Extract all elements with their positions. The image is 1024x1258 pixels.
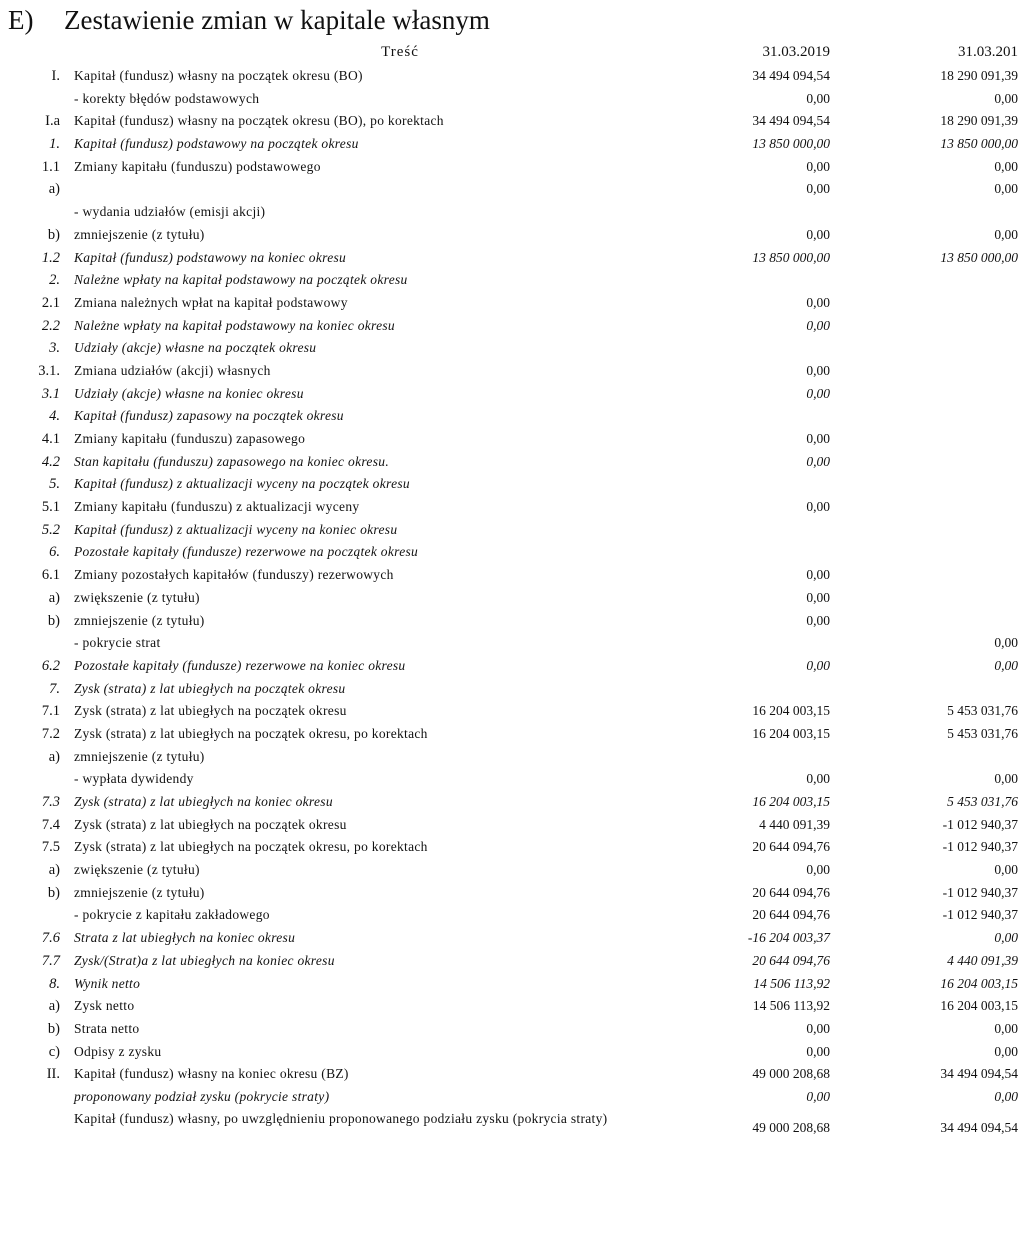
row-number: 7. [49, 680, 60, 697]
row-number: a) [48, 181, 60, 198]
row-label: Zmiana udziałów (akcji) własnych [74, 362, 271, 378]
row-label: Zysk/(Strat)a z lat ubiegłych na koniec okresu [74, 952, 335, 968]
table-row [0, 202, 1024, 225]
row-label: Zmiana należnych wpłat na kapitał podstawowy [74, 294, 348, 310]
row-number: 7.1 [41, 703, 60, 720]
row-label: Udziały (akcje) własne na koniec okresu [74, 385, 304, 401]
row-value-2018: 34 494 094,54 [940, 1119, 1018, 1135]
row-number: 5.1 [41, 499, 60, 516]
row-label: zmniejszenie (z tytułu) [74, 612, 205, 628]
row-value-2018: -1 012 940,37 [942, 816, 1018, 832]
row-value-2019: 0,00 [806, 181, 830, 197]
row-value-2018: 0,00 [994, 181, 1018, 197]
row-label: zwiększenie (z tytułu) [74, 862, 200, 878]
table-row [0, 497, 1024, 520]
table-row [0, 429, 1024, 452]
row-number: 7.5 [41, 839, 60, 856]
row-number: I.a [45, 113, 60, 130]
row-value-2018: -1 012 940,37 [942, 884, 1018, 900]
row-number: 8. [49, 975, 60, 992]
row-label: - pokrycie z kapitału zakładowego [74, 907, 270, 923]
table-header [0, 42, 1024, 66]
row-label: Kapitał (fundusz) podstawowy na początek okresu [74, 136, 359, 152]
row-label: Kapitał (fundusz) własny na początek okresu (BO), po korektach [74, 113, 444, 129]
row-label: Kapitał (fundusz) podstawowy na koniec okresu [74, 249, 347, 265]
row-label: - pokrycie strat [74, 635, 161, 651]
table-row [0, 542, 1024, 565]
row-label: Kapitał (fundusz) własny na koniec okresu (BZ) [74, 1066, 349, 1082]
row-number: 5.2 [41, 521, 60, 538]
row-label: Zmiany kapitału (funduszu) z aktualizacji wyceny [74, 499, 360, 515]
row-value-2019: 14 506 113,92 [753, 975, 830, 991]
row-value-2018: 0,00 [994, 771, 1018, 787]
table-row [0, 474, 1024, 497]
row-label: Zmiany kapitału (funduszu) zapasowego [74, 431, 306, 446]
row-value-2018: -1 012 940,37 [942, 839, 1018, 855]
table-row [0, 565, 1024, 588]
row-value-2019: 0,00 [806, 862, 830, 878]
table-row [0, 905, 1024, 928]
table-row [0, 974, 1024, 997]
row-label: Należne wpłaty na kapitał podstawowy na koniec okresu [74, 317, 395, 333]
row-value-2018: 13 850 000,00 [940, 249, 1018, 265]
row-number: b) [47, 226, 60, 243]
row-number: 6.2 [41, 657, 60, 674]
row-label: - korekty błędów podstawowych [74, 90, 260, 106]
row-number: 1. [49, 136, 60, 153]
row-label: zmniejszenie (z tytułu) [74, 226, 205, 242]
row-number: a) [48, 589, 60, 606]
row-number: 1.2 [41, 249, 60, 266]
row-label: - wydania udziałów (emisji akcji) [74, 204, 266, 220]
row-value-2019: 16 204 003,15 [752, 794, 830, 809]
table-row [0, 1019, 1024, 1042]
table-row [0, 66, 1024, 89]
row-value-2018: 5 453 031,76 [947, 703, 1018, 719]
row-value-2019: 0,00 [806, 90, 830, 106]
row-value-2019: 34 494 094,54 [752, 68, 830, 83]
row-value-2019: 0,00 [806, 612, 830, 628]
table-row [0, 157, 1024, 180]
row-value-2019: 0,00 [806, 657, 830, 673]
table-row [0, 837, 1024, 860]
table-row [0, 406, 1024, 429]
row-value-2018: 0,00 [994, 1043, 1018, 1059]
table-row [0, 588, 1024, 611]
row-value-2018: 5 453 031,76 [947, 725, 1018, 741]
row-value-2018: 0,00 [994, 930, 1018, 946]
row-number: 2.2 [41, 317, 60, 334]
row-number: 4.2 [41, 453, 60, 470]
row-value-2018: 16 204 003,15 [940, 998, 1018, 1014]
row-number: a) [48, 862, 60, 879]
row-label: Strata z lat ubiegłych na koniec okresu [74, 930, 296, 946]
row-value-2019: 49 000 208,68 [752, 1119, 830, 1135]
row-value-2019: 13 850 000,00 [752, 249, 830, 265]
row-value-2019: 0,00 [806, 1088, 830, 1104]
row-number: a) [48, 998, 60, 1015]
row-number: c) [48, 1043, 60, 1060]
row-label: Zysk netto [74, 998, 135, 1014]
row-label: Zmiany kapitału (funduszu) podstawowego [74, 158, 321, 174]
row-number: II. [46, 1066, 60, 1083]
row-number: 3.1. [38, 362, 60, 379]
table-row [0, 1087, 1024, 1110]
row-number: 6. [49, 544, 60, 561]
row-label: Zysk (strata) z lat ubiegłych na początek okresu, po korektach [74, 725, 428, 741]
row-number: 5. [49, 476, 60, 493]
row-value-2018: 0,00 [994, 1020, 1018, 1036]
table-row [0, 951, 1024, 974]
row-value-2019: 0,00 [806, 453, 830, 469]
row-value-2019: 0,00 [806, 567, 830, 583]
table-row [0, 361, 1024, 384]
row-value-2019: -16 204 003,37 [747, 930, 830, 946]
row-label: Kapitał (fundusz) własny, po uwzględnieniu proponowanego podziału zysku (pokrycia straty) [74, 1110, 608, 1126]
table-row [0, 293, 1024, 316]
row-number: 2. [49, 272, 60, 289]
row-value-2018: 0,00 [994, 226, 1018, 242]
section-title [8, 0, 490, 40]
row-value-2019: 0,00 [806, 385, 830, 401]
table-row [0, 656, 1024, 679]
row-value-2018: 18 290 091,39 [940, 113, 1018, 129]
row-value-2019: 0,00 [806, 589, 830, 605]
table-row [0, 270, 1024, 293]
row-label: Zmiany pozostałych kapitałów (funduszy) rezerwowych [74, 567, 394, 583]
row-value-2019: 13 850 000,00 [752, 136, 830, 152]
table-row [0, 520, 1024, 543]
row-label: zmniejszenie (z tytułu) [74, 884, 205, 900]
row-value-2018: 0,00 [994, 1088, 1018, 1104]
table-row [0, 225, 1024, 248]
row-value-2018: 18 290 091,39 [940, 68, 1018, 83]
row-number: I. [51, 68, 60, 84]
row-label: Należne wpłaty na kapitał podstawowy na początek okresu [74, 272, 408, 288]
row-value-2018: 0,00 [994, 90, 1018, 106]
row-value-2019: 0,00 [806, 431, 830, 446]
row-value-2019: 34 494 094,54 [752, 113, 830, 129]
row-number: 7.4 [41, 816, 60, 833]
table-row [0, 111, 1024, 134]
row-value-2019: 0,00 [806, 317, 830, 333]
table-row [0, 89, 1024, 112]
row-value-2018: 13 850 000,00 [940, 136, 1018, 152]
row-value-2019: 0,00 [806, 499, 830, 515]
row-number: 7.2 [41, 725, 60, 742]
row-label: Udziały (akcje) własne na początek okresu [74, 340, 317, 356]
table-row [0, 1042, 1024, 1065]
row-number: 2.1 [41, 294, 60, 311]
row-value-2018: 34 494 094,54 [940, 1066, 1018, 1082]
table-row [0, 611, 1024, 634]
statement-table [0, 66, 1024, 1152]
table-row [0, 384, 1024, 407]
table-row [0, 134, 1024, 157]
table-row [0, 179, 1024, 202]
row-value-2018: -1 012 940,37 [942, 907, 1018, 923]
section-heading: Zestawienie zmian w kapitale własnym [64, 5, 490, 35]
row-label: Zysk (strata) z lat ubiegłych na początek okresu [74, 816, 347, 832]
table-row [0, 1110, 1024, 1152]
row-label: Stan kapitału (funduszu) zapasowego na koniec okresu. [74, 453, 389, 469]
section-letter: E) [8, 5, 34, 35]
row-number: 3.1 [41, 385, 60, 402]
row-value-2019: 0,00 [806, 771, 830, 787]
row-number: 7.3 [41, 794, 60, 810]
row-number: b) [47, 884, 60, 901]
row-label: zmniejszenie (z tytułu) [74, 748, 205, 764]
row-number: 1.1 [41, 158, 60, 175]
table-row [0, 769, 1024, 792]
row-label: Zysk (strata) z lat ubiegłych na początek okresu [74, 680, 346, 696]
table-row [0, 679, 1024, 702]
table-row [0, 701, 1024, 724]
row-label: Wynik netto [74, 975, 141, 991]
row-value-2019: 16 204 003,15 [752, 703, 830, 719]
row-value-2019: 0,00 [806, 294, 830, 310]
row-value-2019: 0,00 [806, 1043, 830, 1059]
row-number: 3. [49, 340, 60, 357]
table-row [0, 633, 1024, 656]
row-value-2019: 20 644 094,76 [752, 952, 830, 968]
row-label: Kapitał (fundusz) z aktualizacji wyceny na koniec okresu [74, 521, 398, 537]
table-row [0, 724, 1024, 747]
row-number: 7.7 [41, 952, 60, 969]
row-value-2019: 0,00 [806, 362, 830, 378]
table-row [0, 792, 1024, 815]
header-col-2018: 31.03.201 [958, 44, 1018, 60]
row-label: Pozostałe kapitały (fundusze) rezerwowe na koniec okresu [74, 657, 406, 673]
row-value-2019: 20 644 094,76 [752, 884, 830, 900]
row-label: Pozostałe kapitały (fundusze) rezerwowe na początek okresu [74, 544, 419, 560]
row-value-2019: 20 644 094,76 [752, 839, 830, 855]
row-label: - wypłata dywidendy [74, 771, 194, 787]
row-value-2018: 16 204 003,15 [940, 975, 1018, 991]
row-number: 7.6 [41, 930, 60, 947]
table-row [0, 747, 1024, 770]
row-label: zwiększenie (z tytułu) [74, 589, 200, 605]
row-value-2019: 0,00 [806, 1020, 830, 1036]
row-number: b) [47, 1020, 60, 1037]
table-row [0, 860, 1024, 883]
row-value-2018: 4 440 091,39 [947, 952, 1018, 968]
table-row [0, 815, 1024, 838]
header-label: Treść [381, 44, 419, 60]
row-label: Zysk (strata) z lat ubiegłych na koniec okresu [74, 794, 333, 809]
row-label: Zysk (strata) z lat ubiegłych na początek okresu, po korektach [74, 839, 428, 855]
table-row [0, 338, 1024, 361]
row-label: Strata netto [74, 1020, 140, 1036]
row-number: 4.1 [41, 431, 60, 447]
row-label: proponowany podział zysku (pokrycie straty) [74, 1088, 330, 1104]
table-row [0, 316, 1024, 339]
row-number: 6.1 [41, 567, 60, 584]
table-row [0, 883, 1024, 906]
row-number: a) [48, 748, 60, 765]
row-value-2019: 0,00 [806, 158, 830, 174]
row-label: Zysk (strata) z lat ubiegłych na początek okresu [74, 703, 347, 719]
row-value-2019: 0,00 [806, 226, 830, 242]
row-label: Kapitał (fundusz) z aktualizacji wyceny na początek okresu [74, 476, 410, 492]
row-value-2018: 0,00 [994, 158, 1018, 174]
row-value-2019: 14 506 113,92 [752, 998, 830, 1014]
header-col-2019: 31.03.2019 [762, 44, 830, 60]
table-row [0, 248, 1024, 271]
row-value-2018: 0,00 [994, 657, 1018, 673]
row-value-2018: 0,00 [994, 635, 1018, 651]
row-label: Odpisy z zysku [74, 1043, 162, 1059]
row-value-2019: 16 204 003,15 [752, 725, 830, 741]
row-label: Kapitał (fundusz) własny na początek okresu (BO) [74, 68, 363, 83]
row-number: b) [47, 612, 60, 629]
row-value-2019: 49 000 208,68 [752, 1066, 830, 1082]
table-row [0, 452, 1024, 475]
table-row [0, 1064, 1024, 1087]
row-value-2019: 20 644 094,76 [752, 907, 830, 923]
row-label: Kapitał (fundusz) zapasowy na początek okresu [74, 408, 344, 424]
table-row [0, 996, 1024, 1019]
table-row [0, 928, 1024, 951]
row-value-2018: 0,00 [994, 862, 1018, 878]
row-number: 4. [49, 408, 60, 425]
row-value-2018: 5 453 031,76 [947, 794, 1018, 809]
row-value-2019: 4 440 091,39 [759, 816, 830, 832]
